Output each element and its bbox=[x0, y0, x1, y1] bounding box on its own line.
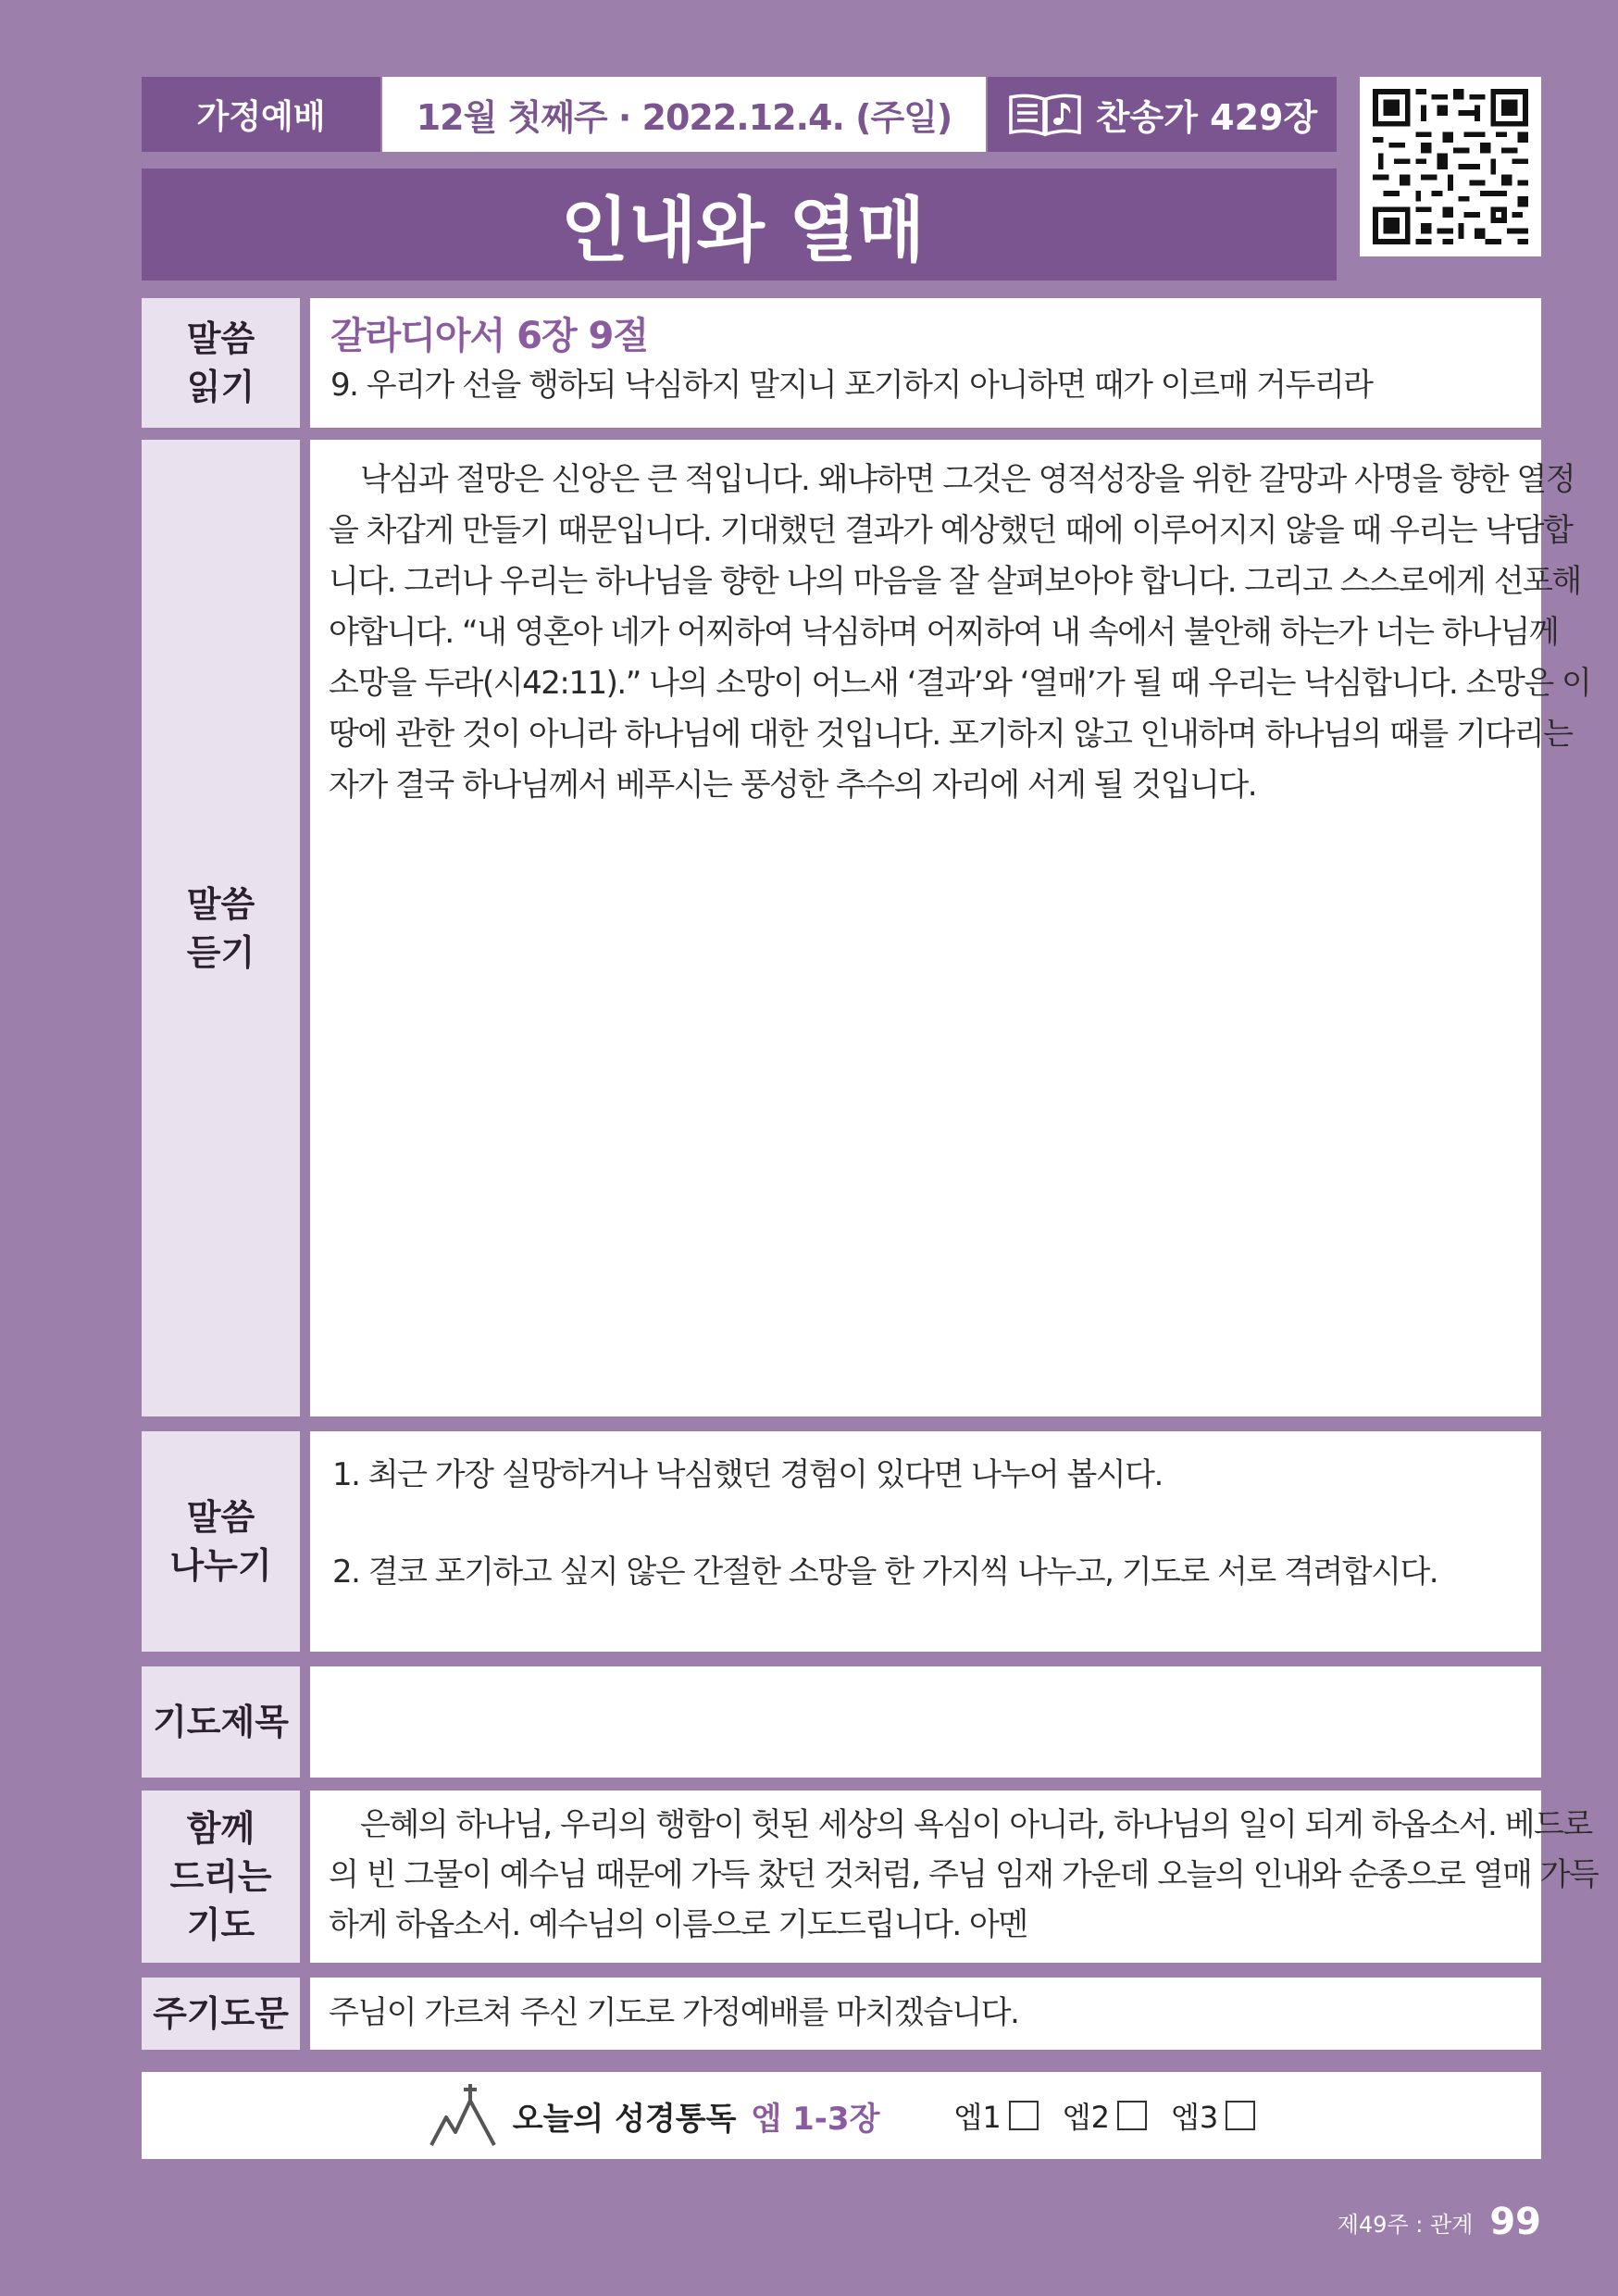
hymn-book-icon bbox=[1007, 92, 1083, 138]
category-text: 가정예배 bbox=[196, 98, 326, 136]
sermon-line: 니다. 그러나 우리는 하나님을 향한 나의 마음을 잘 살펴보아야 합니다. 그리고 스스로에게 선포해 bbox=[329, 563, 1581, 600]
listening-label bbox=[142, 440, 300, 1416]
prayer-line: 은혜의 하나님, 우리의 행함이 헛된 세상의 욕심이 아니라, 하나님의 일이 되게 하옵소서. 베드로 bbox=[360, 1806, 1592, 1843]
reading-plan-bar bbox=[142, 2072, 1541, 2159]
check-label-eph3: 엡3 bbox=[1170, 2100, 1219, 2135]
sermon-line: 낙심과 절망은 신앙은 큰 적입니다. 왜냐하면 그것은 영적성장을 위한 갈망과 사명을 향한 열정 bbox=[360, 461, 1575, 498]
reading-label bbox=[142, 298, 300, 428]
mountain-cross-icon bbox=[428, 2080, 502, 2151]
discussion-question-2: 2. 결코 포기하고 싶지 않은 간절한 소망을 한 가지씩 나누고, 기도로 서로 격려합시다. bbox=[332, 1554, 1438, 1591]
reading-plan-label: 오늘의 성경통독 bbox=[512, 2100, 737, 2138]
scripture-reference: 갈라디아서 6장 9절 bbox=[330, 315, 648, 357]
lords-prayer-label bbox=[142, 1978, 300, 2050]
reading-content bbox=[310, 298, 1541, 428]
prayer-label-line1: 함께 bbox=[186, 1808, 255, 1849]
sermon-line: 자가 결국 하나님께서 베푸시는 풍성한 추수의 자리에 서게 될 것입니다. bbox=[329, 767, 1257, 804]
reading-label-line1: 말씀 bbox=[186, 318, 255, 359]
scripture-verse: 9. 우리가 선을 행하되 낙심하지 말지니 포기하지 아니하면 때가 이르매 거두리라 bbox=[330, 367, 1373, 404]
lords-prayer-text: 주님이 가르쳐 주신 기도로 가정예배를 마치겠습니다. bbox=[329, 1994, 1019, 2031]
prayer-topic-label bbox=[142, 1666, 300, 1778]
check-label-eph1: 엡1 bbox=[953, 2100, 1002, 2135]
prayer-content bbox=[310, 1791, 1599, 1963]
prayer-line: 의 빈 그물이 예수님 때문에 가득 찼던 것처럼, 주님 임재 가운데 오늘의 인내와 순종으로 열매 가득 bbox=[329, 1856, 1599, 1893]
category-badge bbox=[142, 77, 380, 152]
prayer-topic-label-text: 기도제목 bbox=[153, 1702, 289, 1742]
sharing-label-line2: 나누기 bbox=[169, 1545, 272, 1586]
qr-code-icon[interactable] bbox=[1360, 77, 1541, 256]
sharing-label-line1: 말씀 bbox=[186, 1497, 255, 1538]
hymn-box bbox=[988, 77, 1337, 152]
title-bar bbox=[142, 168, 1337, 281]
date-text: 12월 첫째주 · 2022.12.4. (주일) bbox=[416, 97, 952, 138]
listening-label-line1: 말씀 bbox=[186, 883, 255, 925]
listening-label-line2: 듣기 bbox=[186, 931, 255, 973]
page-footer bbox=[1203, 2194, 1541, 2250]
check-box-eph3[interactable] bbox=[1226, 2101, 1255, 2130]
sharing-content bbox=[310, 1431, 1541, 1652]
check-box-eph2[interactable] bbox=[1117, 2101, 1147, 2130]
sermon-line: 땅에 관한 것이 아니라 하나님에 대한 것입니다. 포기하지 않고 인내하며 하나님의 때를 기다리는 bbox=[329, 716, 1573, 753]
lords-prayer-content bbox=[310, 1978, 1541, 2050]
reading-label-line2: 읽기 bbox=[186, 367, 255, 407]
discussion-question-1: 1. 최근 가장 실망하거나 낙심했던 경험이 있다면 나누어 봅시다. bbox=[332, 1456, 1163, 1493]
prayer-label-line2: 드리는 bbox=[169, 1856, 272, 1897]
check-box-eph1[interactable] bbox=[1009, 2101, 1039, 2130]
prayer-label-line3: 기도 bbox=[186, 1904, 255, 1945]
page-number: 99 bbox=[1489, 2201, 1541, 2243]
prayer-label bbox=[142, 1791, 300, 1963]
prayer-line: 하게 하옵소서. 예수님의 이름으로 기도드립니다. 아멘 bbox=[329, 1906, 1027, 1943]
sermon-content bbox=[310, 440, 1591, 1416]
sermon-line: 소망을 두라(시42:11).” 나의 소망이 어느새 ‘결과’와 ‘열매’가 될 때 우리는 낙심합니다. 소망은 이 bbox=[329, 665, 1591, 702]
hymn-text: 찬송가 429장 bbox=[1095, 97, 1318, 138]
sermon-line: 야합니다. “내 영혼아 네가 어찌하여 낙심하며 어찌하여 내 속에서 불안해 하는가 너는 하나님께 bbox=[329, 614, 1559, 651]
check-label-eph2: 엡2 bbox=[1062, 2100, 1110, 2135]
page-title: 인내와 열매 bbox=[560, 189, 926, 271]
date-box bbox=[382, 77, 986, 152]
prayer-topic-field[interactable] bbox=[310, 1666, 1541, 1778]
footer-week: 제49주 : 관계 bbox=[1337, 2211, 1474, 2238]
reading-plan-range: 엡 1-3장 bbox=[751, 2100, 880, 2138]
sharing-label bbox=[142, 1431, 300, 1652]
sermon-line: 을 차갑게 만들기 때문입니다. 기대했던 결과가 예상했던 때에 이루어지지 않을 때 우리는 낙담합 bbox=[329, 512, 1573, 549]
lords-prayer-label-text: 주기도문 bbox=[153, 1993, 289, 2034]
